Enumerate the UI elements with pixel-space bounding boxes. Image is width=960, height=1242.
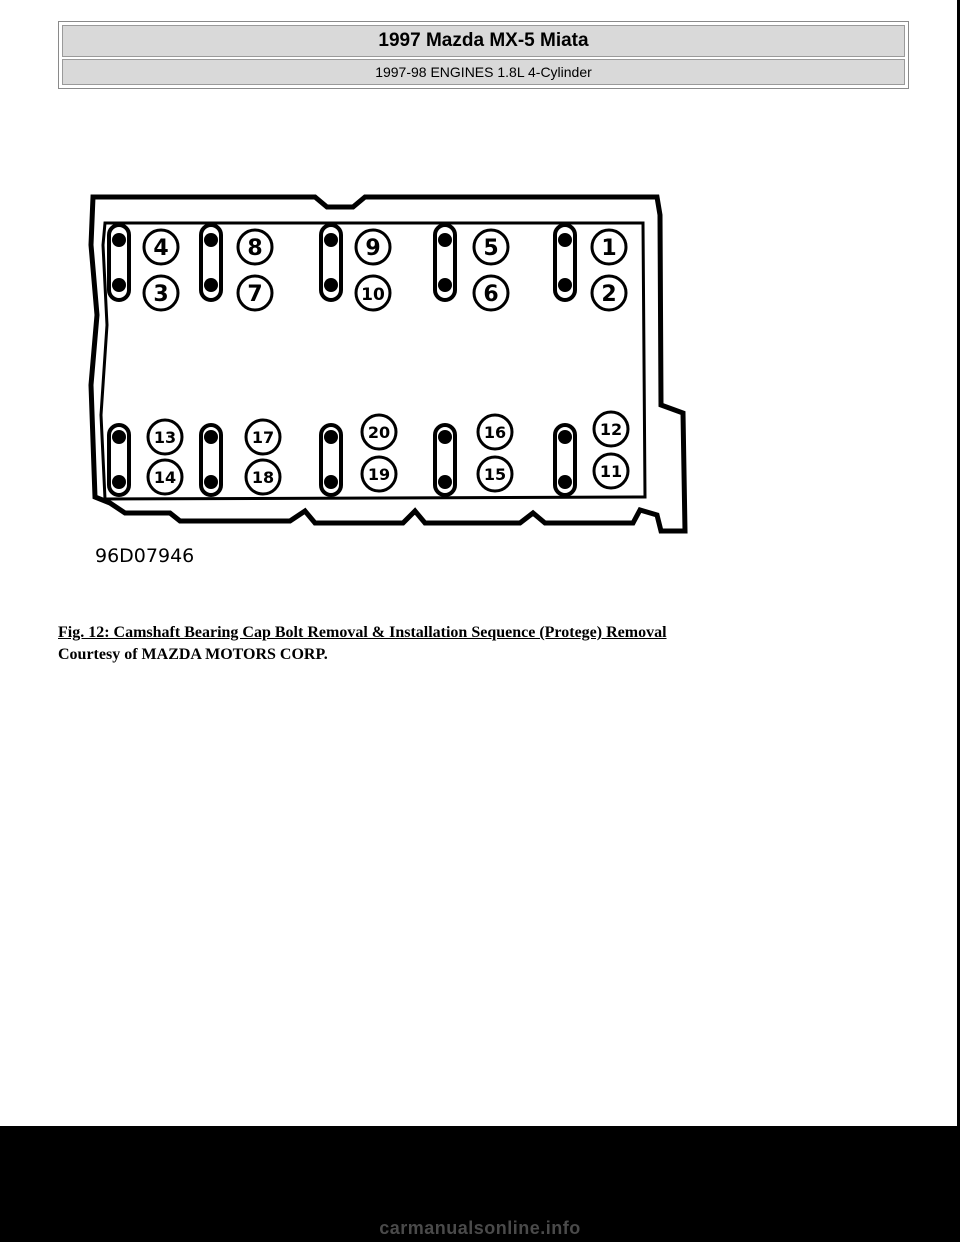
bolt-number-1: 1 <box>601 236 617 261</box>
bolt-number-19: 19 <box>367 465 391 484</box>
bolt-number-12: 12 <box>599 420 623 439</box>
bolt-number-2: 2 <box>601 282 617 307</box>
bolt-number-18: 18 <box>251 468 275 487</box>
caption-title: Fig. 12: Camshaft Bearing Cap Bolt Removal & Installation Sequence (Protege) Removal <box>58 624 667 641</box>
header-subtitle: 1997-98 ENGINES 1.8L 4-Cylinder <box>62 59 905 85</box>
bolt-number-5: 5 <box>483 236 499 261</box>
bolt-number-14: 14 <box>153 468 177 487</box>
header-title: 1997 Mazda MX-5 Miata <box>62 25 905 57</box>
bolt-number-20: 20 <box>367 423 391 442</box>
bolt-number-13: 13 <box>153 428 177 447</box>
watermark: carmanualsonline.info <box>379 1218 581 1238</box>
caption-credit: Courtesy of MAZDA MOTORS CORP. <box>58 646 328 663</box>
bolt-number-6: 6 <box>483 282 499 307</box>
bolt-number-3: 3 <box>153 282 169 307</box>
figure-caption <box>58 622 667 666</box>
camshaft-cap-diagram <box>85 185 700 580</box>
bolt-number-7: 7 <box>247 282 263 307</box>
figure-code: 96D07946 <box>95 545 195 567</box>
bolt-number-9: 9 <box>365 236 381 261</box>
bolt-number-4: 4 <box>153 236 169 261</box>
page-header <box>58 21 909 89</box>
bolt-number-17: 17 <box>251 428 275 447</box>
bearing-caps <box>109 225 575 495</box>
bolt-number-16: 16 <box>483 423 507 442</box>
bolt-number-8: 8 <box>247 236 263 261</box>
bolt-number-15: 15 <box>483 465 507 484</box>
bolt-number-10: 10 <box>361 285 385 305</box>
bolt-number-11: 11 <box>599 462 623 481</box>
